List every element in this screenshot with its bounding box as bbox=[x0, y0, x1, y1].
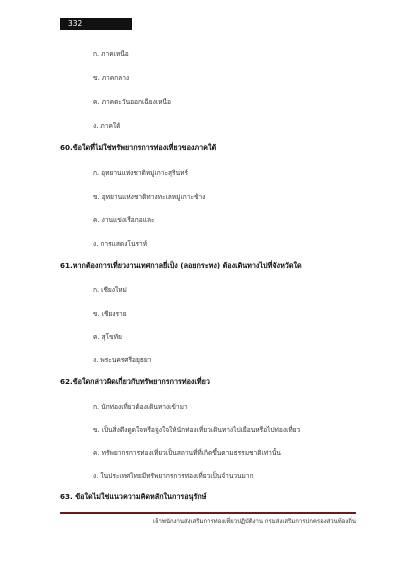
choice-option: ก. เชียงใหม่ bbox=[93, 286, 127, 294]
footer-divider bbox=[60, 512, 356, 514]
question-heading: 63. ข้อใดไม่ใช่แนวความคิดหลักในการอนุรักษ์ bbox=[60, 492, 207, 501]
choice-option: ง. ภาคใต้ bbox=[93, 122, 121, 130]
question-heading: 62.ข้อใดกล่าวผิดเกี่ยวกับทรัพยากรการท่องเที่ยว bbox=[60, 377, 210, 386]
choice-option: ก. อุทยานแห่งชาติหมู่เกาะสุรินทร์ bbox=[93, 169, 188, 177]
footer-text: เจ้าพนักงานส่งเสริมการท่องเที่ยวปฏิบัติงาน กรมส่งเสริมการปกครองส่วนท้องถิ่น bbox=[152, 518, 356, 525]
choice-option: ค. งานแข่งเรือกอและ bbox=[93, 216, 155, 224]
question-heading: 61.หากต้องการเที่ยวงานเทศกาลยี่เป็ง (ลอยกระทง) ต้องเดินทางไปที่จังหวัดใด bbox=[60, 261, 302, 270]
choice-option: ก. ภาคเหนือ bbox=[93, 50, 129, 58]
choice-option: ข. เป็นสิ่งดึงดูดใจหรือจูงใจให้นักท่องเที่ยวเดินทางไปเยือนหรือไปท่องเที่ยว bbox=[93, 426, 301, 434]
choice-option: ง. การแสดงโนราห์ bbox=[93, 240, 148, 248]
choice-option: ข. เชียงราย bbox=[93, 310, 127, 318]
choice-option: ค. สุโขทัย bbox=[93, 333, 122, 341]
question-heading: 60.ข้อใดที่ไม่ใช่ทรัพยากรการท่องเที่ยวของภาคใต้ bbox=[60, 143, 217, 152]
choice-option: ง. พระนครศรีอยุธยา bbox=[93, 356, 152, 364]
page-number: 332 bbox=[60, 18, 132, 30]
choice-option: ข. ภาคกลาง bbox=[93, 74, 130, 82]
choice-option: ค. ภาคตะวันออกเฉียงเหนือ bbox=[93, 98, 171, 106]
choice-option: ก. นักท่องเที่ยวต้องเดินทางเข้ามา bbox=[93, 403, 188, 411]
choice-option: ค. ทรัพยากรการท่องเที่ยวเป็นสถานที่ที่เกิดขึ้นตามธรรมชาติเท่านั้น bbox=[93, 449, 281, 457]
choice-option: ข. อุทยานแห่งชาติทางทะเลหมู่เกาะช้าง bbox=[93, 193, 206, 201]
choice-option: ง. ในประเทศไทยมีทรัพยากรการท่องเที่ยวเป็นจำนวนมาก bbox=[93, 472, 254, 480]
